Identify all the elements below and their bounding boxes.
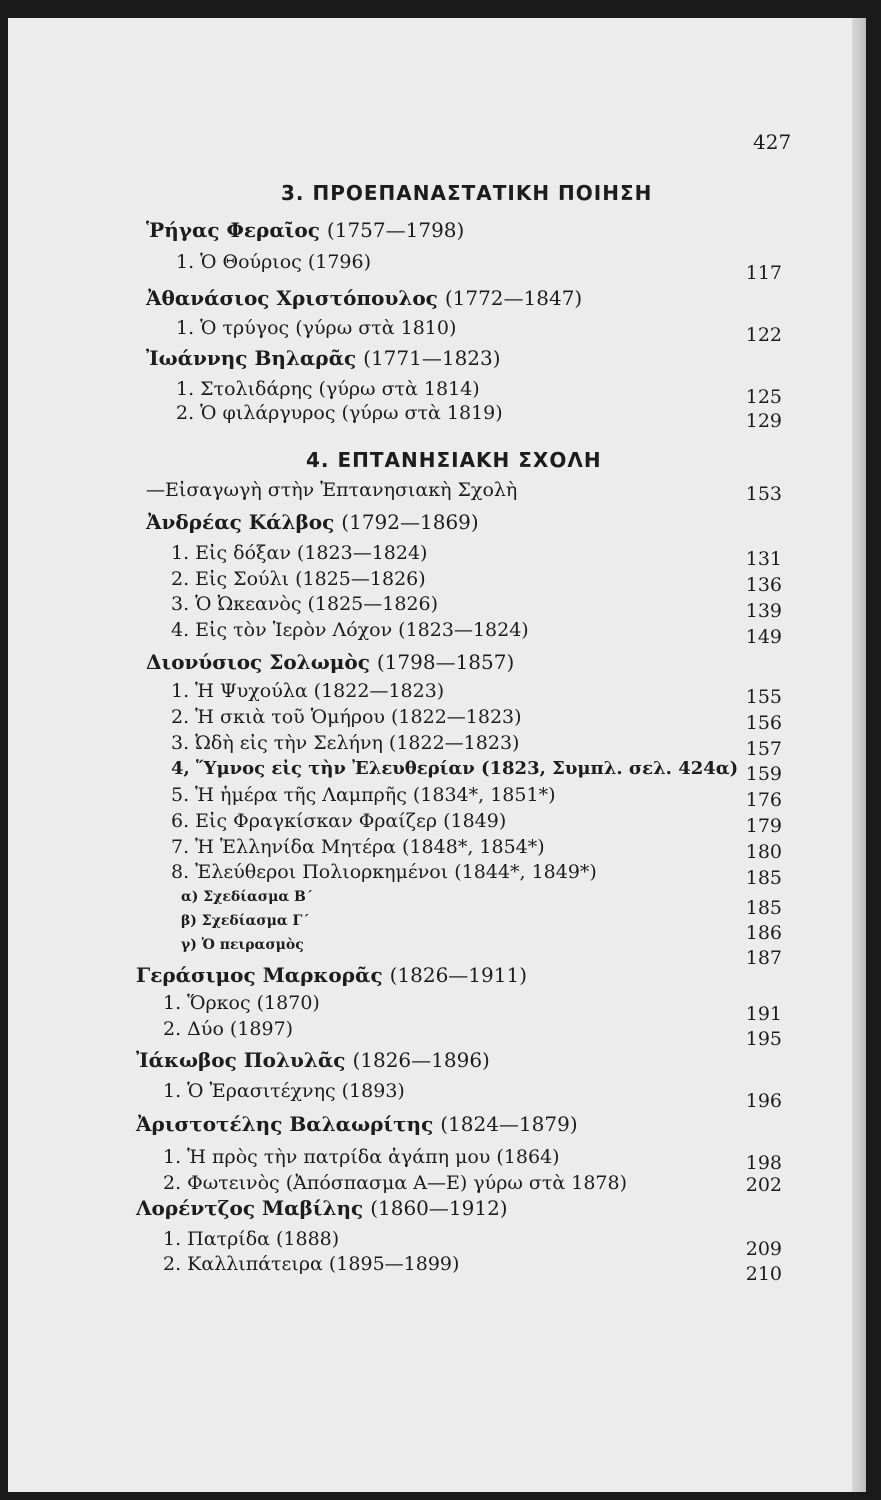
- work-page: 176: [745, 789, 782, 811]
- author-line: [146, 218, 464, 242]
- work-page: 122: [745, 324, 782, 346]
- work-page: 209: [745, 1238, 782, 1260]
- author-line: [136, 1112, 578, 1136]
- author-line: [136, 1048, 490, 1072]
- author-line: [136, 1196, 508, 1220]
- work-page: 186: [745, 922, 782, 944]
- work-page: 157: [745, 738, 782, 760]
- work-title: 1. Ὁ Ἐρασιτέχνης (1893): [163, 1080, 405, 1102]
- work-page: 185: [745, 867, 782, 889]
- work-page: 185: [745, 897, 782, 919]
- work-subtitle: β) Σχεδίασμα Γ΄: [181, 913, 310, 929]
- work-page: 210: [745, 1263, 782, 1285]
- work-title: 4. Εἰς τὸν Ἱερὸν Λόχον (1823—1824): [171, 619, 529, 641]
- work-title: 6. Εἰς Φραγκίσκαν Φραίζερ (1849): [171, 810, 507, 832]
- work-page: 159: [745, 763, 782, 785]
- work-page: 136: [745, 574, 782, 596]
- author-line: [146, 286, 582, 310]
- work-page: 196: [745, 1090, 782, 1112]
- book-page: [8, 18, 866, 1492]
- work-page: 117: [745, 262, 782, 284]
- author-name: Ἰάκωβος Πολυλᾶς: [136, 1048, 346, 1072]
- work-title: 1. Εἰς δόξαν (1823—1824): [171, 542, 428, 564]
- work-title: 2. Καλλιπάτειρα (1895—1899): [163, 1253, 460, 1275]
- author-name: Γεράσιμος Μαρκορᾶς: [136, 963, 383, 987]
- author-years: (1826—1896): [352, 1048, 490, 1072]
- author-years: (1757—1798): [326, 218, 465, 242]
- work-title: 1. Ὁ τρύγος (γύρω στὰ 1810): [176, 317, 457, 339]
- work-title: 2. Δύο (1897): [163, 1018, 294, 1040]
- work-title: 1. Ἡ πρὸς τὴν πατρίδα ἀγάπη μου (1864): [163, 1146, 560, 1168]
- work-title: 4, Ὕμνος εἰς τὴν Ἐλευθερίαν (1823, Συμπλ. σελ. 424α): [171, 758, 739, 779]
- author-years: (1824—1879): [440, 1112, 578, 1136]
- author-years: (1792—1869): [341, 510, 479, 534]
- work-page: 156: [745, 712, 782, 734]
- work-page: 195: [745, 1028, 782, 1050]
- work-title: 1. Ὁ Θούριος (1796): [176, 251, 372, 273]
- work-page: 153: [745, 483, 782, 505]
- author-line: [136, 963, 527, 987]
- work-title: 5. Ἡ ἡμέρα τῆς Λαμπρῆς (1834*, 1851*): [171, 784, 556, 806]
- work-title: 3. Ὠδὴ εἰς τὴν Σελήνη (1822—1823): [171, 732, 520, 754]
- intro-title: —Εἰσαγωγὴ στὴν Ἑπτανησιακὴ Σχολὴ: [146, 479, 518, 501]
- author-line: [146, 650, 514, 674]
- work-page: 191: [745, 1003, 782, 1025]
- work-title: 1. Ὅρκος (1870): [163, 992, 320, 1014]
- author-line: [146, 510, 479, 534]
- author-years: (1798—1857): [376, 650, 515, 674]
- author-name: Ἰωάννης Βηλαρᾶς: [146, 346, 357, 370]
- author-name: Ἀθανάσιος Χριστόπουλος: [146, 286, 438, 310]
- work-title: 1. Ἡ Ψυχούλα (1822—1823): [171, 680, 445, 702]
- work-page: 198: [745, 1152, 782, 1174]
- work-page: 155: [745, 686, 782, 708]
- work-subtitle: α) Σχεδίασμα Β΄: [181, 889, 313, 905]
- work-title: 1. Στολιδάρης (γύρω στὰ 1814): [176, 378, 480, 400]
- work-page: 149: [745, 626, 782, 648]
- author-name: Λορέντζος Μαβίλης: [136, 1196, 364, 1220]
- author-line: [146, 346, 501, 370]
- work-title: 8. Ἐλεύθεροι Πολιορκημένοι (1844*, 1849*): [171, 861, 597, 883]
- work-subtitle: γ) Ὁ πειρασμὸς: [181, 937, 304, 953]
- work-page: 180: [745, 841, 782, 863]
- author-years: (1826—1911): [389, 963, 527, 987]
- author-name: Ῥήγας Φεραῖος: [146, 218, 320, 242]
- page-edge-shadow: [852, 18, 866, 1492]
- work-title: 3. Ὁ Ὠκεανὸς (1825—1826): [171, 593, 439, 615]
- author-years: (1771—1823): [363, 346, 501, 370]
- work-page: 139: [745, 600, 782, 622]
- author-name: Ἀνδρέας Κάλβος: [146, 510, 335, 534]
- work-title: 2. Φωτεινὸς (Ἀπόσπασμα Α—Ε) γύρω στὰ 1878): [163, 1172, 628, 1194]
- work-page: 179: [745, 815, 782, 837]
- page-number: 427: [753, 130, 792, 154]
- author-years: (1860—1912): [370, 1196, 508, 1220]
- work-page: 187: [745, 947, 782, 969]
- author-name: Ἀριστοτέλης Βαλαωρίτης: [136, 1112, 434, 1136]
- work-page: 125: [745, 386, 782, 408]
- section-heading-3: 3. ΠΡΟΕΠΑΝΑΣΤΑΤΙΚΗ ΠΟΙΗΣΗ: [281, 181, 653, 205]
- work-title: 2. Εἰς Σούλι (1825—1826): [171, 568, 426, 590]
- work-page: 202: [745, 1174, 782, 1196]
- work-title: 7. Ἡ Ἑλληνίδα Μητέρα (1848*, 1854*): [171, 836, 545, 858]
- work-title: 2. Ἡ σκιὰ τοῦ Ὁμήρου (1822—1823): [171, 706, 522, 728]
- section-heading-4: 4. ΕΠΤΑΝΗΣΙΑΚΗ ΣΧΟΛΗ: [306, 448, 602, 472]
- work-title: 1. Πατρίδα (1888): [163, 1228, 340, 1250]
- work-page: 129: [745, 410, 782, 432]
- work-page: 131: [745, 548, 782, 570]
- author-name: Διονύσιος Σολωμὸς: [146, 650, 370, 674]
- author-years: (1772—1847): [444, 286, 583, 310]
- work-title: 2. Ὁ φιλάργυρος (γύρω στὰ 1819): [176, 402, 503, 424]
